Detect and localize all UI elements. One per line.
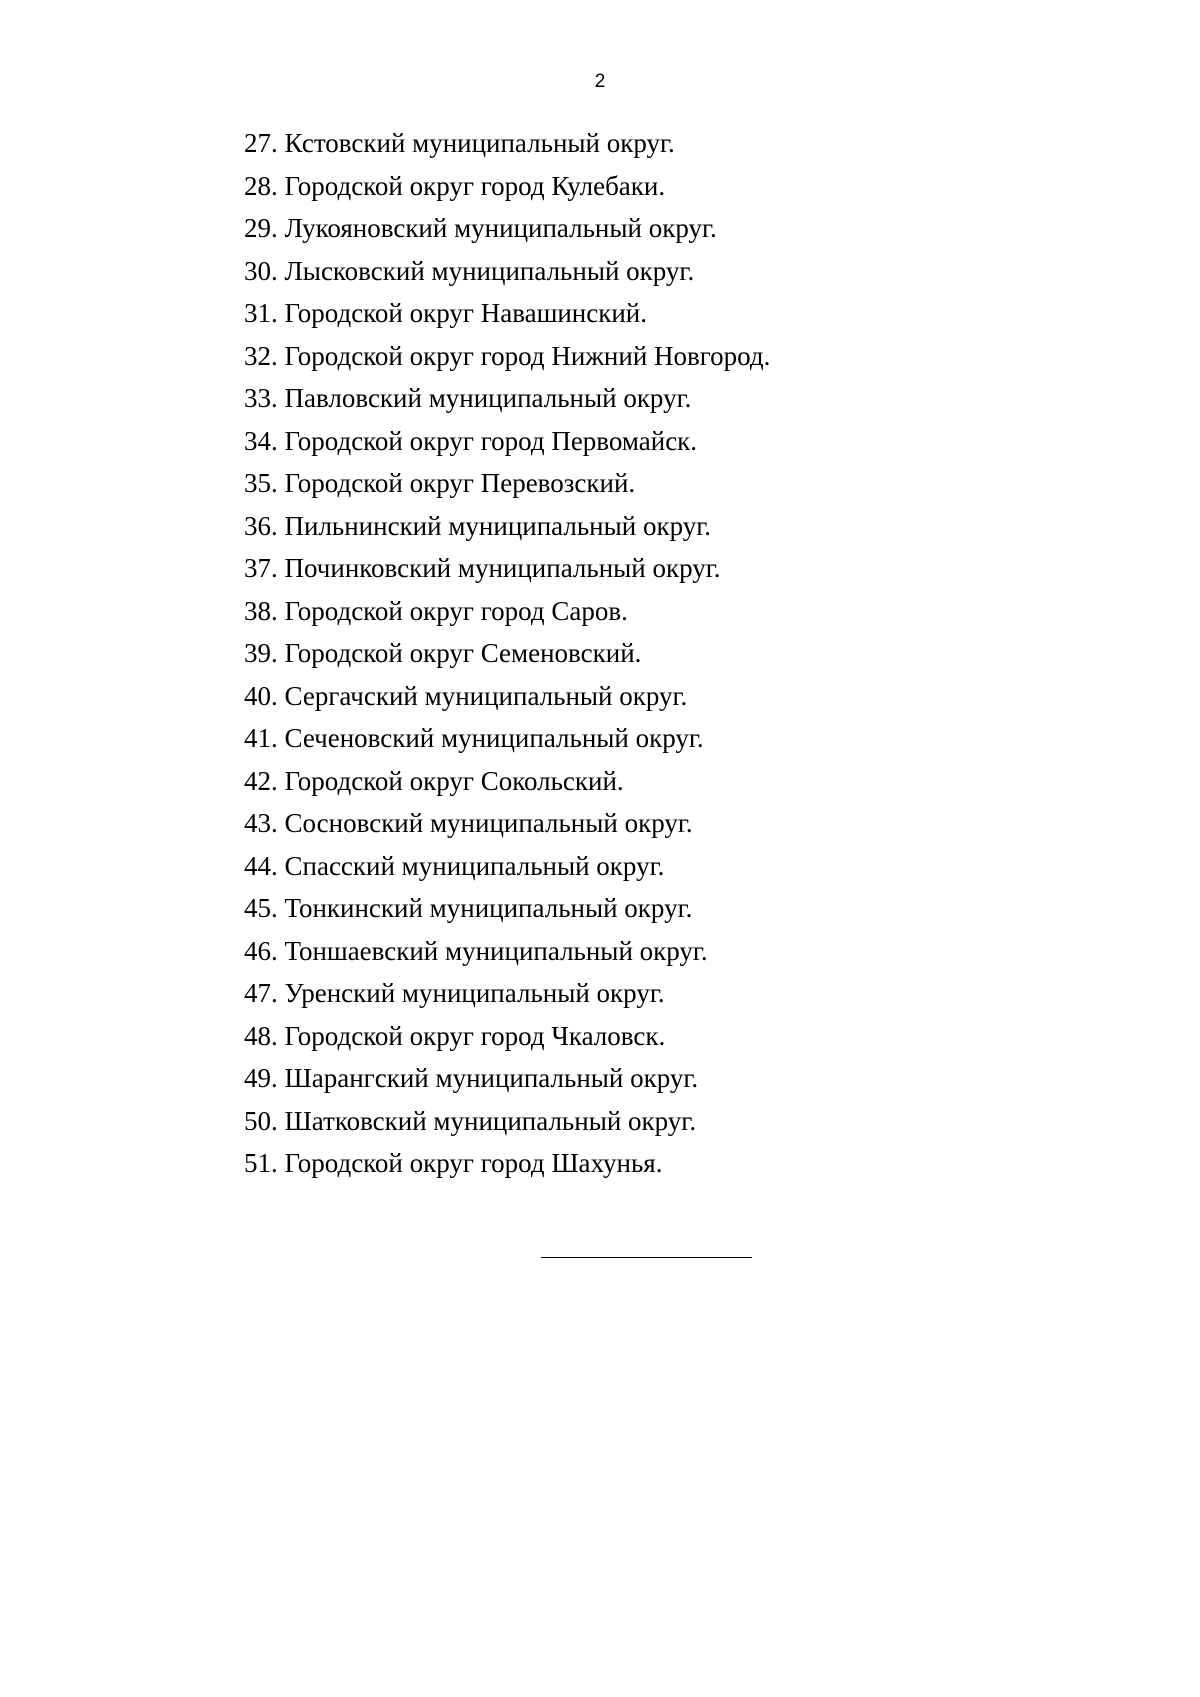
list-item-number: 32.	[244, 340, 278, 371]
list-item	[244, 930, 770, 973]
list-item-number: 45.	[244, 893, 278, 923]
list-item	[244, 292, 770, 335]
list-item-number: 27.	[244, 128, 278, 158]
list-item	[244, 590, 770, 633]
list-item-number: 38.	[244, 595, 278, 626]
list-item	[244, 675, 770, 718]
list-item-text: Лукояновский муниципальный округ.	[284, 213, 717, 243]
list-item-text: Городской округ город Первомайск.	[284, 425, 698, 456]
list-item-number: 29.	[244, 213, 278, 243]
list-item-text: Починковский муниципальный округ.	[284, 553, 721, 583]
list-item	[244, 972, 770, 1015]
list-item-text: Пильнинский муниципальный округ.	[284, 510, 712, 541]
list-item-text: Тонкинский муниципальный округ.	[284, 893, 693, 923]
list-item-number: 43.	[244, 808, 278, 838]
list-item-number: 50.	[244, 1105, 278, 1136]
list-item-number: 44.	[244, 850, 278, 881]
list-item-text: Шатковский муниципальный округ.	[284, 1105, 697, 1136]
list-item-text: Городской округ город Чкаловск.	[284, 1020, 666, 1051]
list-item-number: 49.	[244, 1063, 278, 1093]
list-item-number: 35.	[244, 468, 278, 498]
list-item-number: 41.	[244, 723, 278, 753]
list-item	[244, 632, 770, 675]
list-item-text: Городской округ Сокольский.	[284, 765, 624, 796]
list-item-text: Павловский муниципальный округ.	[284, 383, 692, 413]
list-item	[244, 802, 770, 845]
list-item-number: 48.	[244, 1020, 278, 1051]
list-item	[244, 505, 770, 548]
municipality-list	[244, 122, 770, 1185]
list-item-number: 31.	[244, 298, 278, 328]
list-item	[244, 335, 770, 378]
list-item	[244, 845, 770, 888]
list-item-number: 33.	[244, 383, 278, 413]
list-item-number: 37.	[244, 553, 278, 583]
list-item	[244, 122, 770, 165]
list-item-text: Шарангский муниципальный округ.	[284, 1063, 699, 1093]
list-item	[244, 547, 770, 590]
list-item-text: Городской округ город Нижний Новгород.	[284, 340, 771, 371]
list-item-number: 40.	[244, 680, 278, 711]
list-item-text: Кстовский муниципальный округ.	[284, 128, 675, 158]
list-item-text: Городской округ Навашинский.	[284, 298, 648, 328]
list-item-text: Городской округ Перевозский.	[284, 468, 636, 498]
list-item	[244, 1015, 770, 1058]
list-item-text: Городской округ Семеновский.	[284, 638, 642, 668]
list-item-text: Тоншаевский муниципальный округ.	[284, 935, 708, 966]
list-item-text: Лысковский муниципальный округ.	[284, 255, 695, 286]
list-item-number: 34.	[244, 425, 278, 456]
list-item-number: 42.	[244, 765, 278, 796]
list-item	[244, 1100, 770, 1143]
list-item-text: Спасский муниципальный округ.	[284, 850, 665, 881]
list-item-text: Сергачский муниципальный округ.	[284, 680, 688, 711]
list-item	[244, 165, 770, 208]
list-item	[244, 462, 770, 505]
list-item	[244, 887, 770, 930]
list-item-number: 51.	[244, 1148, 278, 1178]
list-item	[244, 377, 770, 420]
list-item-text: Сеченовский муниципальный округ.	[284, 723, 704, 753]
end-of-document-rule	[541, 1257, 752, 1258]
list-item	[244, 250, 770, 293]
list-item-text: Уренский муниципальный округ.	[284, 978, 665, 1008]
list-item	[244, 760, 770, 803]
list-item	[244, 207, 770, 250]
list-item	[244, 1057, 770, 1100]
list-item	[244, 717, 770, 760]
list-item-text: Сосновский муниципальный округ.	[284, 808, 693, 838]
list-item-number: 28.	[244, 170, 278, 201]
list-item	[244, 1142, 770, 1185]
list-item-number: 39.	[244, 638, 278, 668]
list-item	[244, 420, 770, 463]
list-item-text: Городской округ город Саров.	[284, 595, 628, 626]
list-item-text: Городской округ город Шахунья.	[284, 1148, 663, 1178]
page-number: 2	[594, 71, 606, 92]
list-item-number: 36.	[244, 510, 278, 541]
list-item-number: 47.	[244, 978, 278, 1008]
list-item-number: 30.	[244, 255, 278, 286]
list-item-number: 46.	[244, 935, 278, 966]
list-item-text: Городской округ город Кулебаки.	[284, 170, 666, 201]
